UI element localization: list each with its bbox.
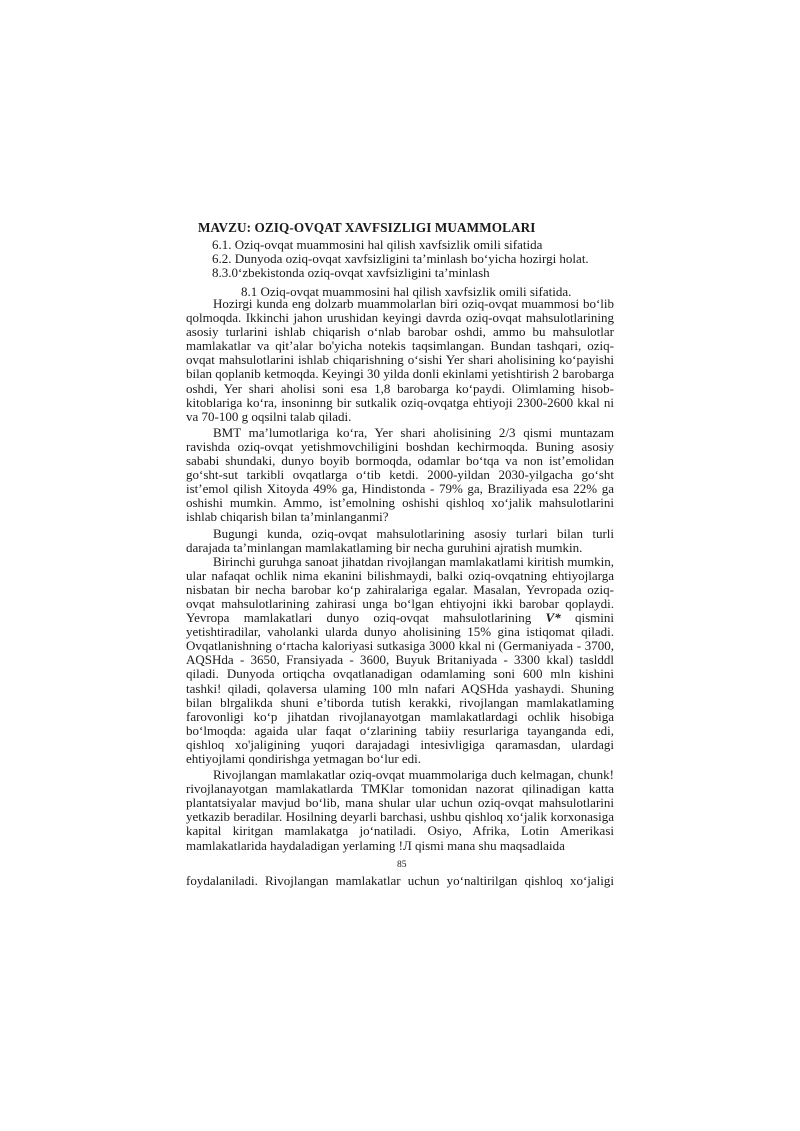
- page-number: 85: [397, 860, 407, 870]
- paragraph-3: Bugungi kunda, oziq-ovqat mahsulotlarining asosiy turlari bilan turli darajada ta’minlangan mamlakatlaming bir necha guruhini ajratish mumkin.: [186, 525, 614, 555]
- paragraph-5: Rivojlangan mamlakatlar oziq-ovqat muammolariga duch kelmagan, chunk! rivojlanayotgan mamlakatlarda TMKlar tomonidan nazorat qilinadigan katta plantatsiyalar mavjud bo‘lib, mana shular ular uchun oziq-ovqat mahsulotlarini yetkazib beradilar. Hosilning deyarli barchasi, ushbu qishloq xo‘jalik korxonasiga kapital kiritgan mamlakatga jo‘natiladi. Osiyo, Afrika, Lotin Amerikasi mamlakatlarida haydaladigan yerlaming !Л qismi mana shu maqsadlaida: [186, 767, 614, 853]
- v-star-symbol: V*: [545, 610, 561, 626]
- paragraph-4: [186, 555, 614, 766]
- paragraph-4-part-2: qismini yetishtiradilar, vaholanki ularda dunyo aholisining 15% gina istiqomat qiladi. Ovqatlanishning o‘rtacha kaloriyasi sutkasiga 3000 kkal ni (Germaniyada - 3700, AQSHda - 3650, Fransiyada - 3600, Buyuk Britaniyada - 3300 kkal) taslddl qiladi. Dunyoda ortiqcha ovqatlanadigan odamlaming soni 600 mln kishini tashki! qiladi, qolaversa ulaming 100 mln nafari AQSHda yashaydi. Shuning bilan blrgalikda shuni e’tiborda tutish kerakki, rivojlangan mamlakatlaming farovonligi ko‘p jihatdan rivojlanayotgan mamlakatlardagi ochlik hisobiga bo‘lmoqda: agaida ular faqat o‘zlarining tabiiy resurlariga tayanganda edi, qishloq xo'jaligining yuqori darajadagi intesivligiga qaramasdan, ulardagi ehtiyojlami qondirishga yetmagan bo‘lur edi.: [186, 610, 614, 766]
- paragraph-1: Hozirgi kunda eng dolzarb muammolarlan biri oziq-ovqat muammosi bo‘lib qolmoqda. Ikkinchi jahon urushidan keyingi davrda oziq-ovqat mahsulotlarining asosiy turlarini ishlab chiqarish o‘nlab barobar oshdi, ammo bu mahsulotlar mamlakatlar va qit’alar bo'yicha notekis taqsimlangan. Bundan tashqari, oziq-ovqat mahsulotlarini ishlab chiqarishning o‘sishi Yer shari aholisining ko‘payishi bilan qoplanib ketmoqda. Keyingi 30 yilda donli ekinlami yetishtirish 2 barobarga oshdi, Yer shari aholisi soni esa 1,8 barobarga ko‘paydi. Olimlaming hisob-kitoblariga ko‘ra, insoninng bir sutkalik oziq-ovqatga ehtiyoji 2300-2600 kkal ni va 70-100 g oqsilni talab qiladi.: [186, 296, 614, 424]
- paragraph-4-part-1: Birinchi guruhga sanoat jihatdan rivojlangan mamlakatlami kiritish mumkin, ular nafaqat ochlik nima ekanini bilishmaydi, balki oziq-ovqatning ehtiyojlarga nisbatan bir necha barobar ko‘p zahiralariga egalar. Masalan, Yevropada oziq-ovqat mahsulotlarining zahirasi unga bo‘lgan ehtiyojni ikki barobar qoplaydi. Yevropa mamlakatlari dunyo oziq-ovqat mahsulotlarining: [186, 553, 614, 626]
- paragraph-2: BMT ma’lumotlariga ko‘ra, Yer shari aholisining 2/3 qismi muntazam ravishda oziq-ovqat yetishmovchiligini boshdan kechirmoqda. Buning asosiy sababi shundaki, dunyo boyib bormoqda, odamlar bo‘tqa va non ist’emolidan go‘sht-sut tarkibli ovqatlarga o‘tib ketdi. 2000-yildan 2030-yilgacha go‘sht ist’emol qilish Xitoyda 49% ga, Hindistonda - 79% ga, Braziliyada esa 22% ga oshishi mumkin. Ammo, ist’emolning oshishi qishloq xo‘jalik mahsulotlarini ishlab chiqarish bilan ta’minlanganmi?: [186, 424, 614, 525]
- toc-item-2: 6.2. Dunyoda oziq-ovqat xavfsizligini ta’minlash bo‘yicha hozirgi holat.: [212, 251, 589, 266]
- toc-item-3: 8.3.0‘zbekistonda oziq-ovqat xavfsizligini ta’minlash: [212, 265, 490, 280]
- body-text: [186, 297, 614, 853]
- footer-line: foydalaniladi. Rivojlangan mamlakatlar uchun yo‘naltirilgan qishloq xo‘jaligi: [186, 873, 614, 888]
- toc-item-1: 6.1. Oziq-ovqat muammosini hal qilish xavfsizlik omili sifatida: [212, 237, 543, 252]
- section-subheading: 8.1 Oziq-ovqat muammosini hal qilish xavfsizlik omili sifatida.: [241, 284, 572, 299]
- document-title: MAVZU: OZIQ-OVQAT XAVFSIZLIGI MUAMMOLARI: [198, 220, 536, 235]
